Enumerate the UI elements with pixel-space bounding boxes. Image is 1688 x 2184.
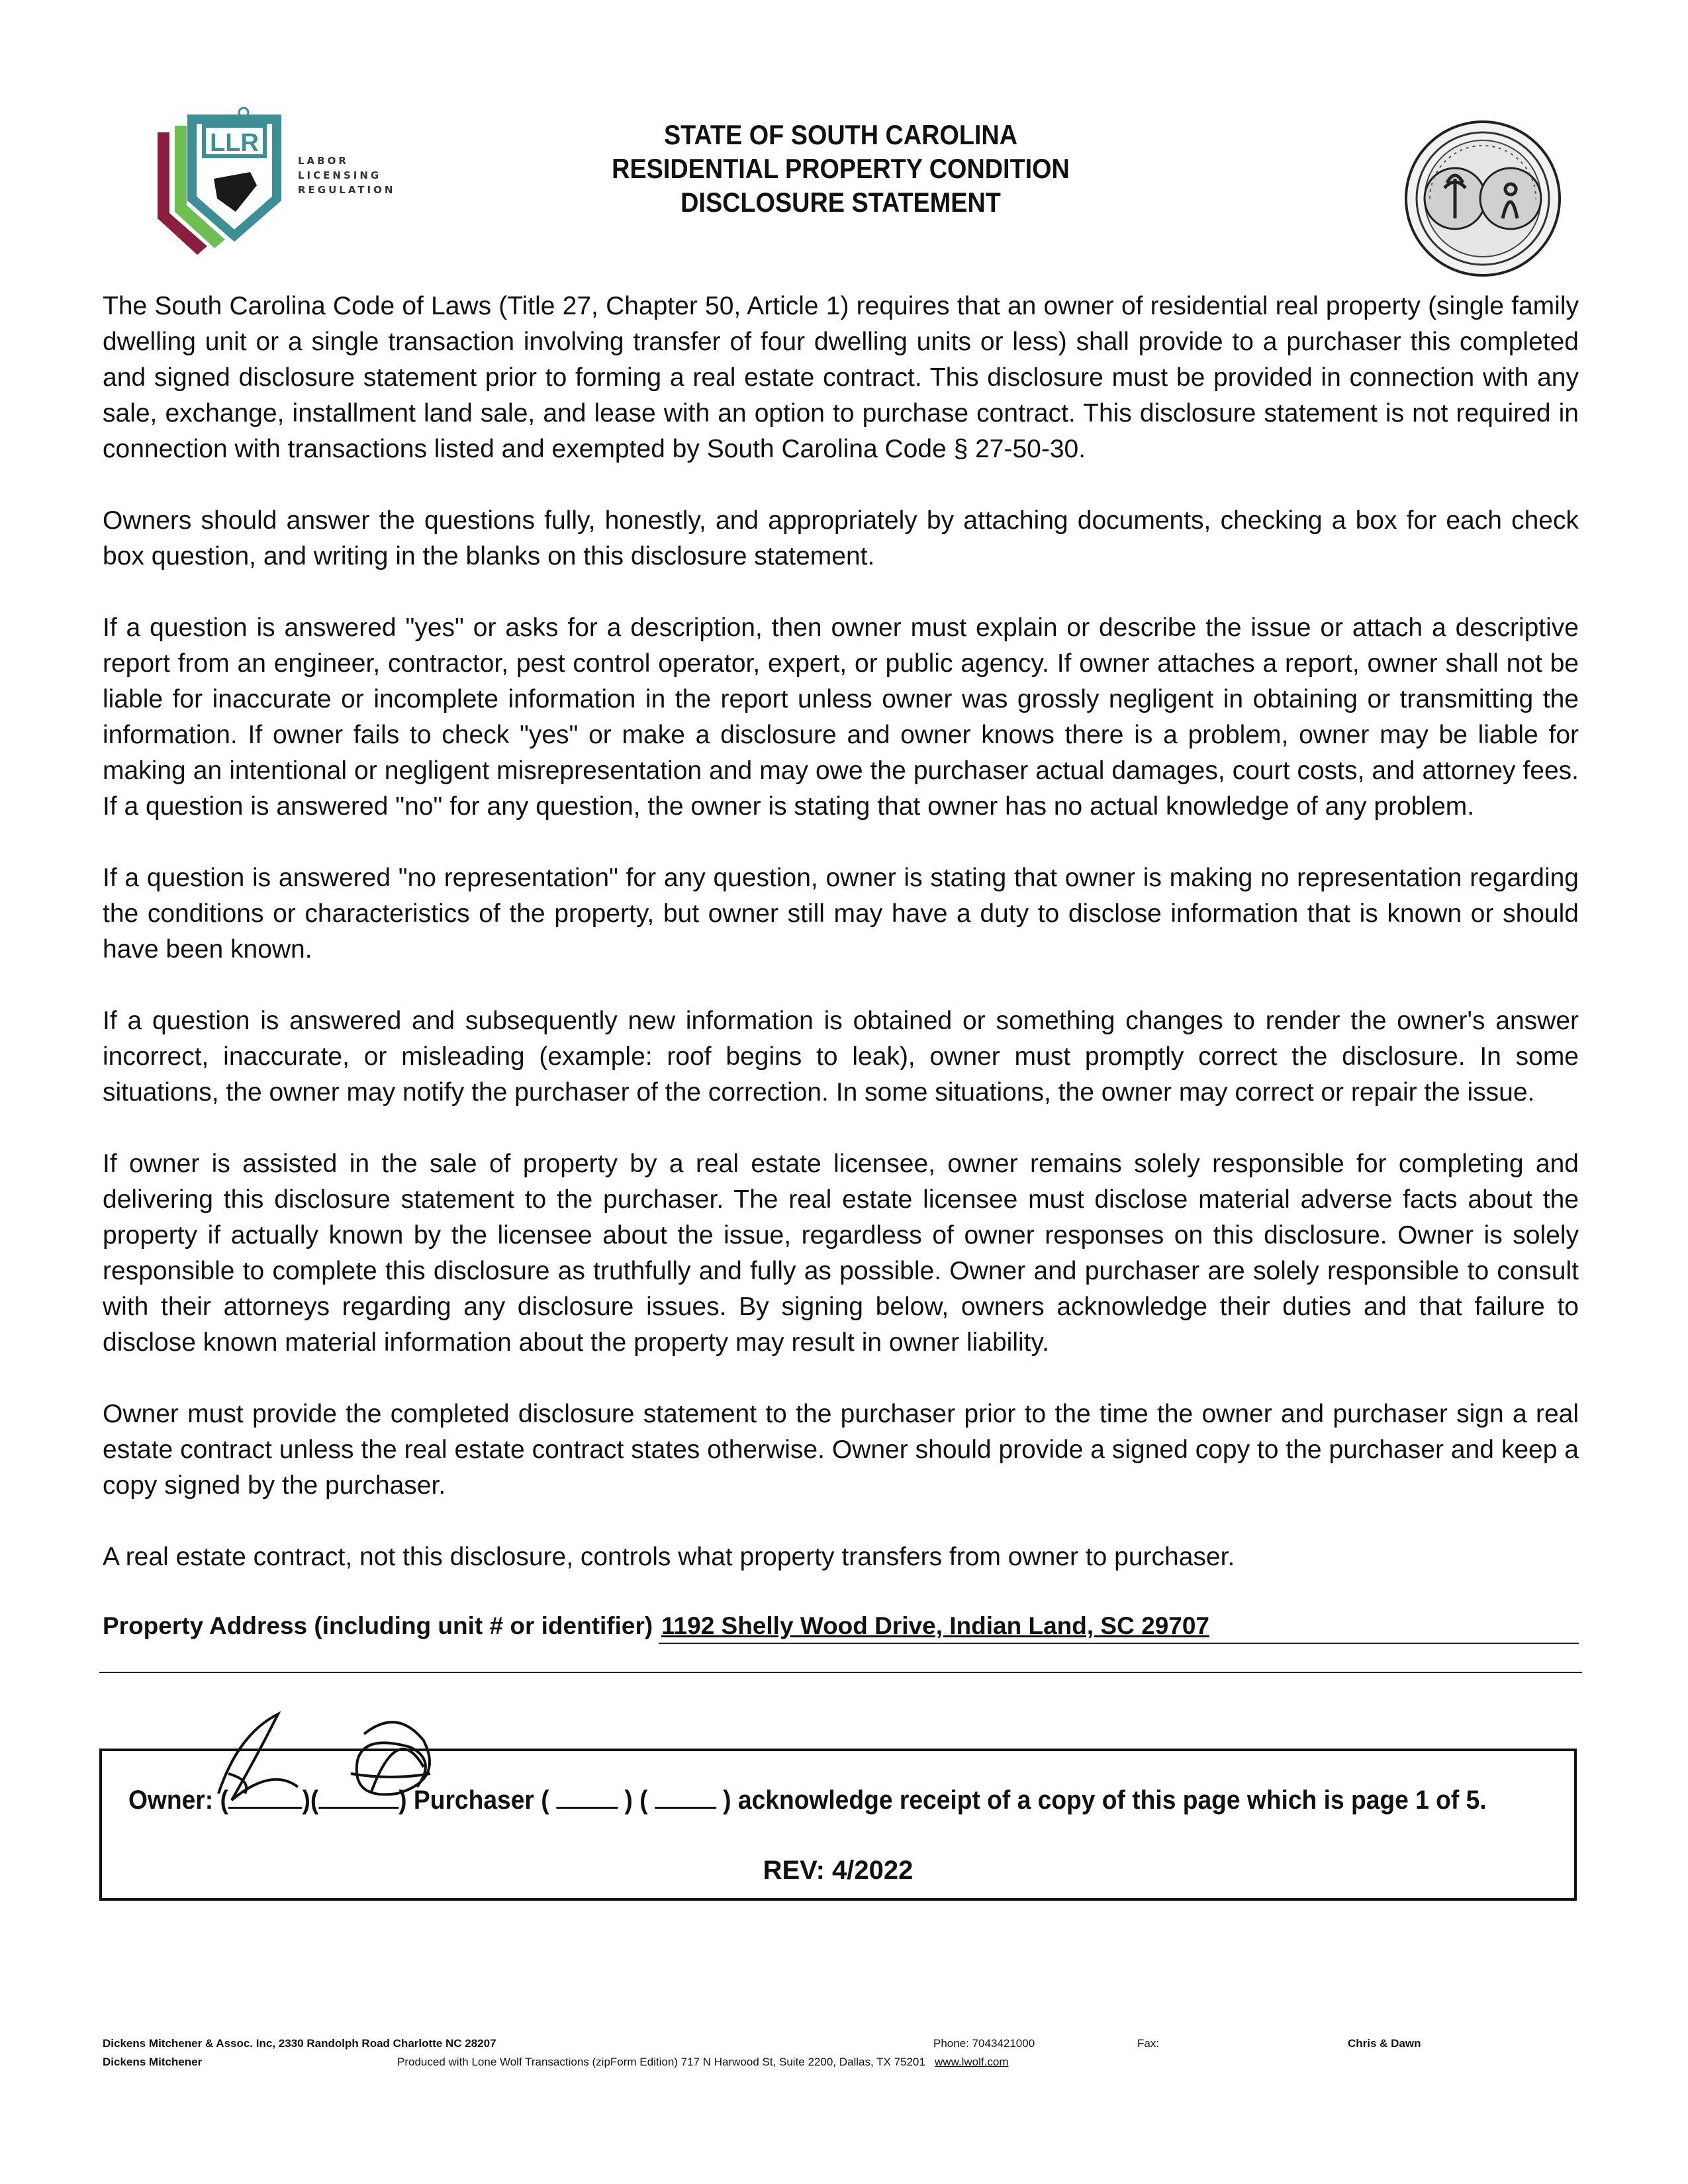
purchaser-paren-open: ( <box>639 1786 648 1815</box>
footer-url-link[interactable]: www.lwolf.com <box>935 2056 1009 2068</box>
purchaser-initials-2[interactable] <box>655 1807 716 1809</box>
property-address-value[interactable]: 1192 Shelly Wood Drive, Indian Land, SC 29707 <box>661 1612 1210 1639</box>
paragraph-instructions: Owners should answer the questions fully, honestly, and appropriately by attaching documents, checking a box for each check box question, and writing in the blanks on this disclosure statement. <box>103 506 1579 570</box>
footer-fax: Fax: <box>1137 2037 1160 2050</box>
logo-line: LICENSING <box>298 169 382 181</box>
property-address-underline <box>659 1643 1579 1644</box>
paragraph-no-representation: If a question is answered "no representation" for any question, owner is stating that owner is making no representation regarding the conditions or characteristics of the property, but owner still may have a duty to disclose information that is known or should have been known. <box>103 864 1579 964</box>
title-line: RESIDENTIAL PROPERTY CONDITION <box>612 153 1070 184</box>
disclosure-body <box>103 289 1579 1611</box>
paragraph-contract: A real estate contract, not this disclosure, controls what property transfers from owner to purchaser. <box>103 1543 1235 1571</box>
paragraph-intro: The South Carolina Code of Laws (Title 27, Chapter 50, Article 1) requires that an owner of residential real property (single family dwelling unit or a single transaction involving transfer of four dwelling units or less) shall provide to a purchaser this completed and signed disclosure statement prior to forming a real estate contract. This disclosure must be provided in connection with any sale, exchange, installment land sale, and lease with an option to purchase contract. This disclosure statement is not required in connection with transactions listed and exempted by South Carolina Code § 27-50-30. <box>103 292 1579 463</box>
paragraph-yes-answers: If a question is answered "yes" or asks for a description, then owner must explain or describe the issue or attach a descriptive report from an engineer, contractor, pest control operator, expert, or public agency. If owner attaches a report, owner shall not be liable for inaccurate or incomplete information in the report unless owner was grossly negligent in obtaining or transmitting the information. If owner fails to check "yes" or make a disclosure and owner knows there is a problem, owner may be liable for making an intentional or negligent misrepresentation and may owe the purchaser actual damages, court costs, and attorney fees. If a question is answered "no" for any question, the owner is stating that owner has no actual knowledge of any problem. <box>103 614 1579 821</box>
footer-agent: Dickens Mitchener <box>103 2056 203 2068</box>
footer-client: Chris & Dawn <box>1348 2037 1421 2050</box>
footer-company: Dickens Mitchener & Assoc. Inc, 2330 Randolph Road Charlotte NC 28207 <box>103 2037 496 2050</box>
logo-line: REGULATION <box>298 184 396 196</box>
purchaser-paren-close: ) <box>624 1786 633 1815</box>
purchaser-paren-close: ) <box>723 1786 731 1815</box>
paragraph-timing: Owner must provide the completed disclosure statement to the purchaser prior to the time the owner and purchaser sign a real estate contract unless the real estate contract states otherwise. Owner should provide a signed copy to the purchaser and keep a copy signed by the purchaser. <box>103 1400 1579 1500</box>
owner-paren-open: ( <box>220 1786 228 1815</box>
purchaser-paren-open: ( <box>541 1786 549 1815</box>
receipt-text: acknowledge receipt of a copy of this page which is page 1 of 5. <box>737 1786 1487 1815</box>
title-line: STATE OF SOUTH CAROLINA <box>663 119 1018 150</box>
property-address-row <box>103 1608 1579 1645</box>
logo-abbr: LLR <box>210 129 259 157</box>
owner-paren-close: ) <box>399 1786 407 1815</box>
purchaser-label: Purchaser <box>413 1786 534 1815</box>
state-seal-icon <box>1403 119 1562 278</box>
title-line: DISCLOSURE STATEMENT <box>680 187 1001 218</box>
owner-paren-open: ( <box>310 1786 319 1815</box>
owner-paren-close: ) <box>302 1786 310 1815</box>
footer-produced-text: Produced with Lone Wolf Transactions (zipForm Edition) 717 N Harwood St, Suite 2200, Dallas, TX 75201 <box>397 2056 925 2068</box>
owner-label: Owner: <box>128 1786 214 1815</box>
document-title <box>543 118 1139 219</box>
logo-wordmark <box>298 154 395 197</box>
property-address-label: Property Address (including unit # or identifier) <box>103 1612 653 1639</box>
revision-label: REV: 4/2022 <box>763 1856 914 1885</box>
logo-line: LABOR <box>298 155 349 167</box>
paragraph-corrections: If a question is answered and subsequently new information is obtained or something changes to render the owner's answer incorrect, inaccurate, or misleading (example: roof begins to leak), owner must promptly correct the disclosure. In some situations, the owner may notify the purchaser of the correction. In some situations, the owner may correct or repair the issue. <box>103 1007 1579 1107</box>
address-continuation-line <box>99 1672 1582 1673</box>
owner-signature-initials <box>199 1694 477 1827</box>
purchaser-initials-1[interactable] <box>556 1807 618 1809</box>
paragraph-licensee: If owner is assisted in the sale of property by a real estate licensee, owner remains solely responsible for completing and delivering this disclosure statement to the purchaser. The real estate licensee must disclose material adverse facts about the property if actually known by the licensee about the issue, regardless of owner responses on this disclosure. Owner is solely responsible to complete this disclosure as truthfully and fully as possible. Owner and purchaser are solely responsible to consult with their attorneys regarding any disclosure issues. By signing below, owners acknowledge their duties and that failure to disclose known material information about the property may result in owner liability. <box>103 1150 1579 1357</box>
footer-phone: Phone: 7043421000 <box>933 2037 1035 2050</box>
footer-produced-by <box>397 2056 1008 2069</box>
